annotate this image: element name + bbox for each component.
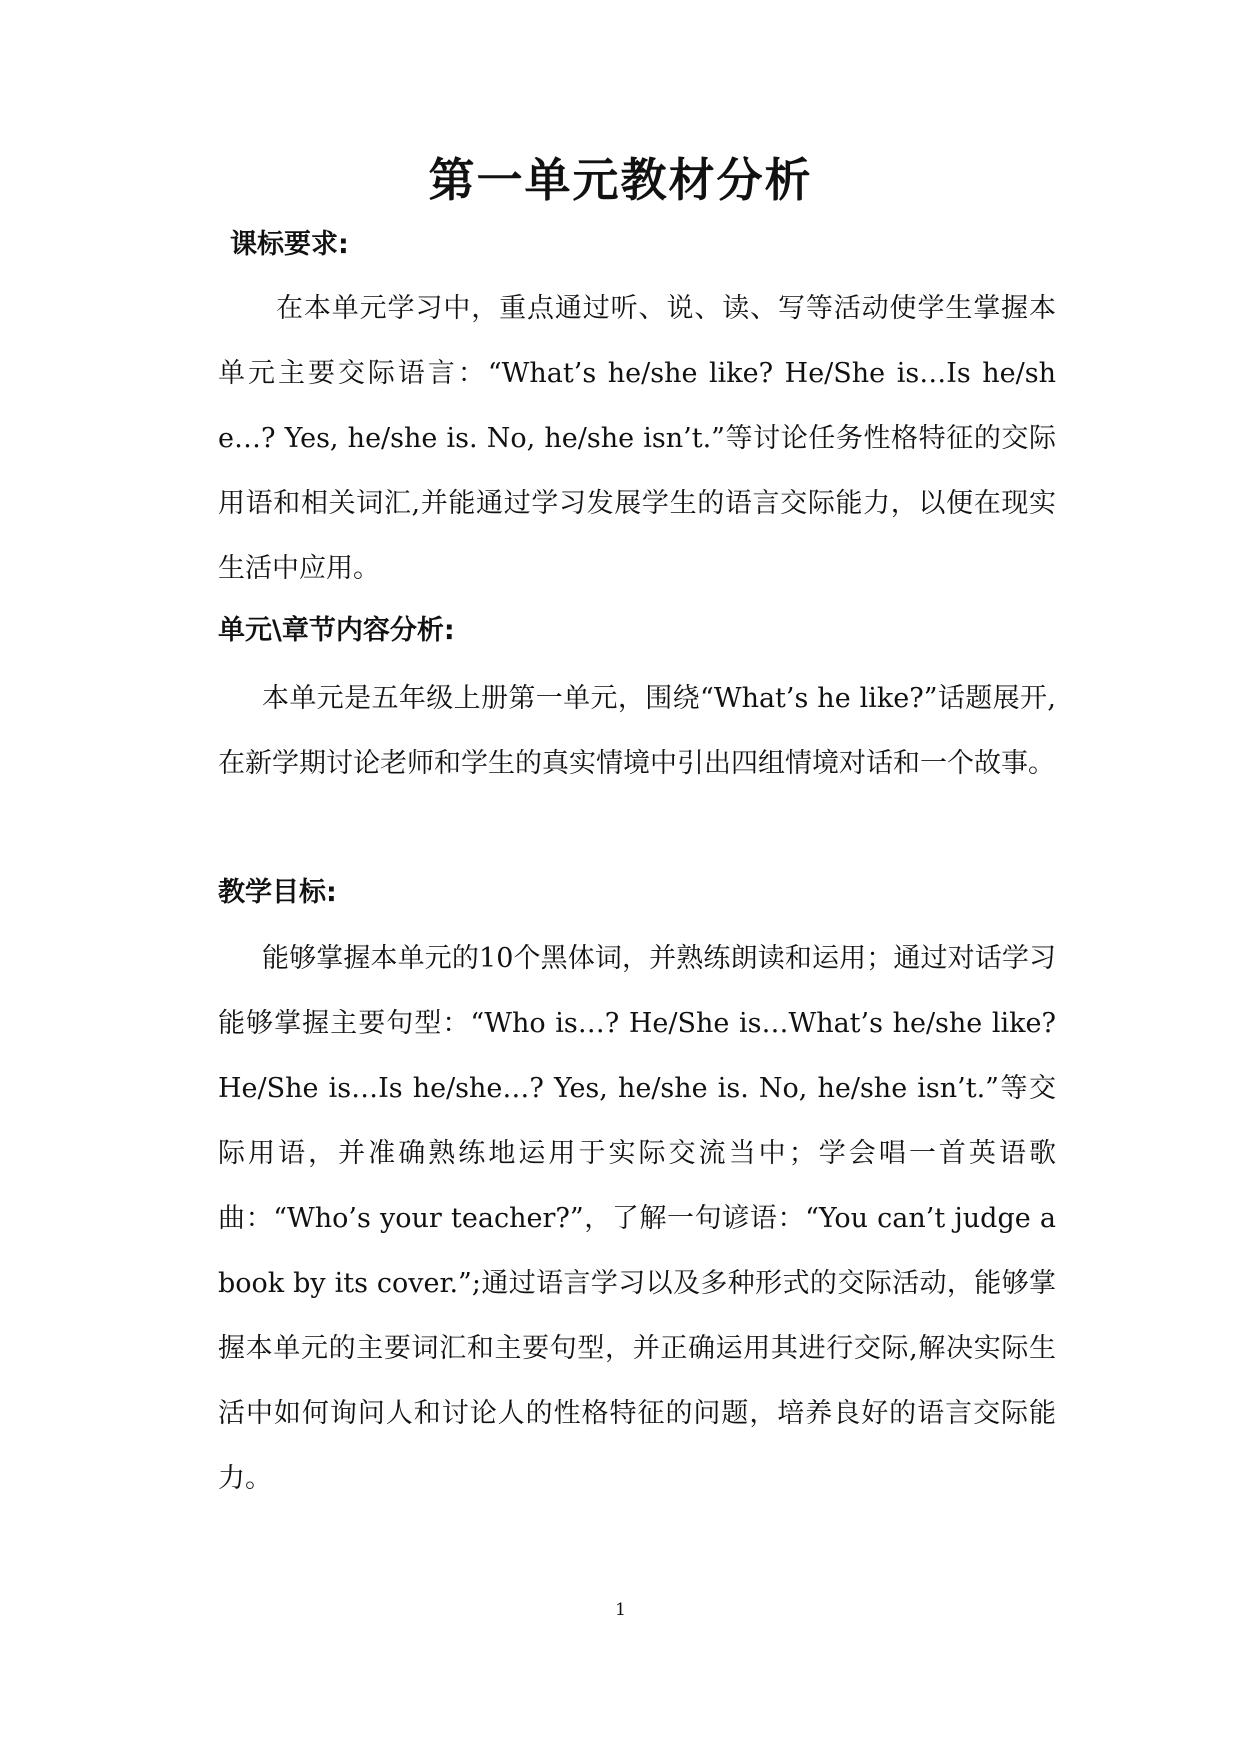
- section-body-unit-content-analysis: 本单元是五年级上册第一单元，围绕“What’s he like?”话题展开,在新学期讨论老师和学生的真实情境中引出四组情境对话和一个故事。: [218, 683, 1056, 779]
- page-number: 1: [615, 1600, 626, 1620]
- section-body-curriculum-standards: 在本单元学习中，重点通过听、说、读、写等活动使学生掌握本单元主要交际语言：“What’s he/she like? He/She is…Is he/she…? Yes, he/she is. No, he/she isn’t.”等讨论任务性格特征的交际用语和相关词汇,并能通过学习发展学生的语言交际能力，以便在现实生活中应用。: [218, 293, 1056, 584]
- section-heading-unit-content-analysis: 单元\章节内容分析:: [218, 615, 455, 646]
- section-body-teaching-objectives: 能够掌握本单元的10个黑体词，并熟练朗读和运用；通过对话学习能够掌握主要句型：“Who is…? He/She is…What’s he/she like? He/She is…Is he/she…? Yes, he/she is. No, he/she isn’t.”等交际用语，并准确熟练地运用于实际交流当中；学会唱一首英语歌曲：“Who’s your teacher?”，了解一句谚语：“You can’t judge a book by its cover.”;通过语言学习以及多种形式的交际活动，能够掌握本单元的主要词汇和主要句型，并正确运用其进行交际,解决实际生活中如何询问人和讨论人的性格特征的问题，培养良好的语言交际能力。: [218, 943, 1056, 1494]
- section-heading-teaching-objectives: 教学目标:: [218, 877, 337, 908]
- section-heading-curriculum-standards: 课标要求:: [230, 229, 349, 260]
- document-title: 第一单元教材分析: [428, 153, 813, 207]
